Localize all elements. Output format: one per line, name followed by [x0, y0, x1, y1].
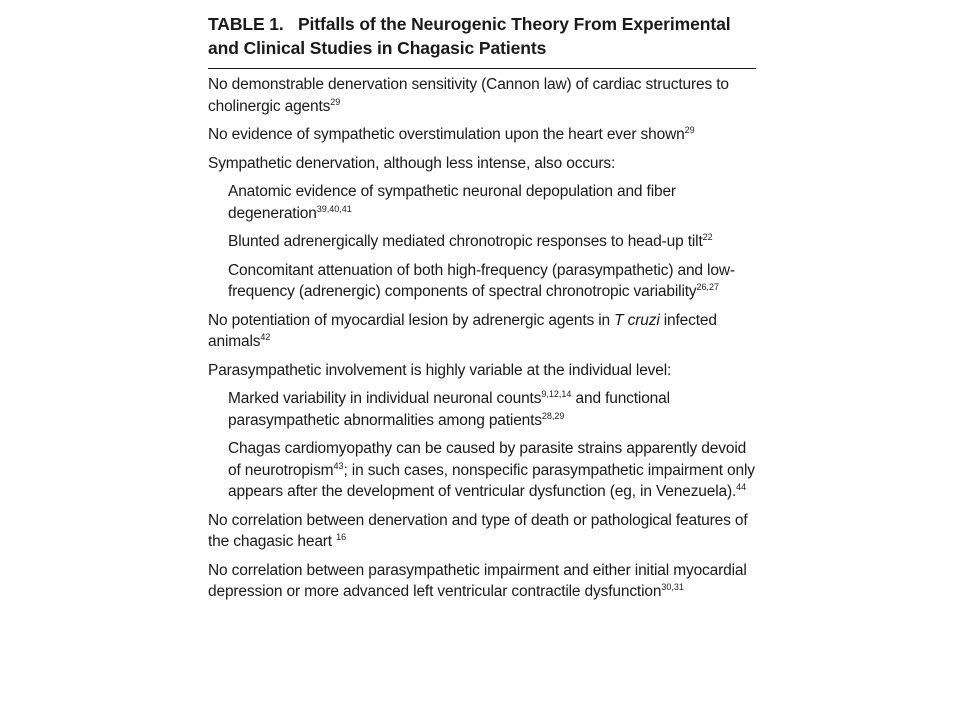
reference-superscript: 16: [336, 532, 347, 542]
row-text: No evidence of sympathetic overstimulation upon the heart ever shown: [208, 126, 685, 143]
row-text: Sympathetic denervation, although less intense, also occurs:: [208, 154, 616, 172]
reference-superscript: 29: [330, 96, 341, 107]
row-text: No demonstrable denervation sensitivity (Cannon law) of cardiac structures to cholinergic agents: [208, 76, 729, 115]
table-subrow: [208, 181, 756, 224]
reference-superscript: 42: [260, 332, 271, 342]
reference-superscript: 43: [333, 460, 344, 471]
row-text: No correlation between parasympathetic impairment and either initial myocardial depression or more advanced left ventricular contractile dysfunction: [208, 561, 747, 600]
table-title-line-1: TABLE 1. Pitfalls of the Neurogenic Theory From Experimental: [208, 14, 731, 34]
table-subrow: [208, 388, 756, 431]
table-row: [208, 310, 756, 353]
reference-superscript: 44: [736, 482, 747, 492]
row-text: Blunted adrenergically mediated chronotropic responses to head-up tilt: [228, 233, 703, 250]
table-row-heading: [208, 153, 756, 175]
row-text: and functional parasympathetic abnormalities among patients: [228, 390, 670, 429]
row-text: No potentiation of myocardial lesion by adrenergic agents in: [208, 311, 615, 329]
table-row: [208, 124, 756, 146]
row-text: No correlation between denervation and type of death or pathological features of the chagasic heart: [208, 511, 748, 550]
row-text: Chagas cardiomyopathy can be caused by parasite strains apparently devoid of neurotropism: [228, 440, 747, 479]
row-text: Anatomic evidence of sympathetic neuronal depopulation and fiber degeneration: [228, 183, 676, 222]
reference-superscript: 30,31: [661, 582, 684, 592]
row-text: Marked variability in individual neuronal counts: [228, 390, 542, 407]
table-subrow: [208, 438, 756, 503]
reference-superscript: 22: [702, 232, 713, 242]
reference-superscript: 28,29: [541, 410, 565, 421]
row-text: Parasympathetic involvement is highly variable at the individual level:: [208, 361, 672, 379]
row-text: ; in such cases, nonspecific parasympathetic impairment only appears after the development of ventricular dysfunction (eg, in Venezuela).: [228, 461, 755, 500]
title-divider: [208, 68, 756, 69]
table-row: [208, 74, 756, 117]
table-row: [208, 560, 756, 603]
reference-superscript: 26,27: [696, 282, 720, 292]
table-subrow: [208, 231, 756, 253]
table-document: [208, 12, 756, 610]
species-name: T cruzi: [614, 311, 660, 329]
table-subrow: [208, 260, 756, 303]
table-row-heading: [208, 360, 756, 382]
row-text: infected animals: [208, 311, 717, 350]
table-title: [208, 12, 756, 68]
reference-superscript: 29: [684, 125, 695, 135]
row-text: Concomitant attenuation of both high-frequency (parasympathetic) and low-frequency (adrenergic) components of spectral chronotropic variability: [228, 261, 735, 300]
table-row: [208, 510, 756, 553]
reference-superscript: 9,12,14: [541, 389, 572, 399]
reference-superscript: 39,40,41: [316, 203, 352, 214]
table-title-line-2: and Clinical Studies in Chagasic Patients: [208, 38, 547, 58]
